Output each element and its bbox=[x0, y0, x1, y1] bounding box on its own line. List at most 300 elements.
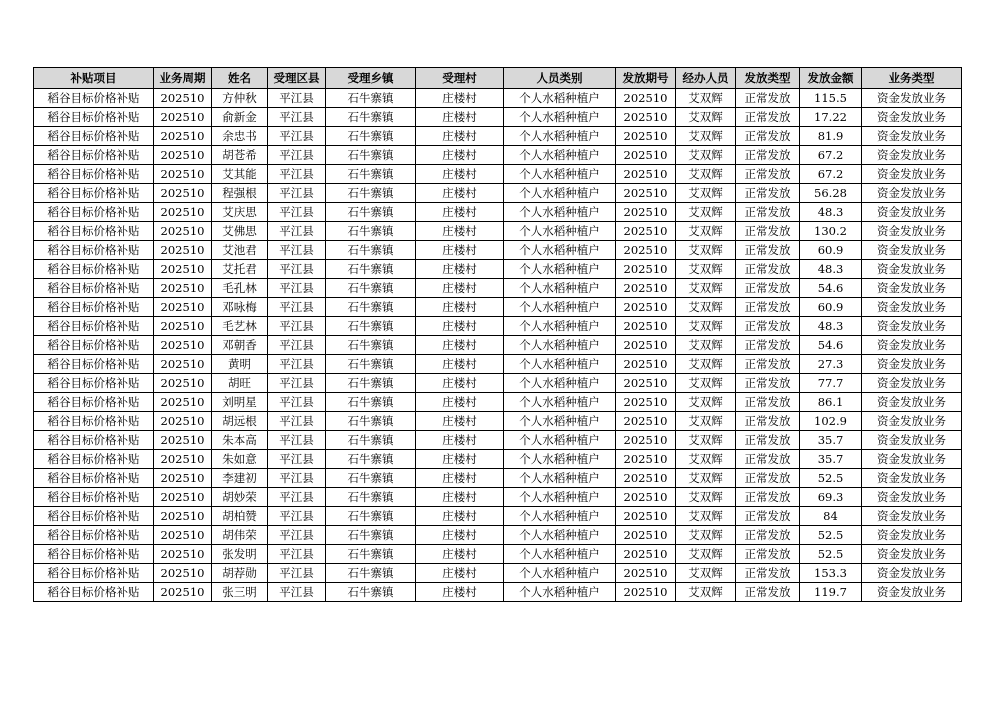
category-cell: 个人水稻种植户 bbox=[504, 260, 616, 279]
name-cell: 艾托君 bbox=[212, 260, 268, 279]
name-cell: 艾池君 bbox=[212, 241, 268, 260]
village-cell: 庄楼村 bbox=[416, 374, 504, 393]
biz-type-cell: 资金发放业务 bbox=[862, 89, 962, 108]
header-cell-category: 人员类别 bbox=[504, 68, 616, 89]
county-cell: 平江县 bbox=[268, 336, 326, 355]
pay-type-cell: 正常发放 bbox=[736, 184, 800, 203]
pay-type-cell: 正常发放 bbox=[736, 127, 800, 146]
amount-cell: 35.7 bbox=[800, 450, 862, 469]
handler-cell: 艾双辉 bbox=[676, 412, 736, 431]
handler-cell: 艾双辉 bbox=[676, 374, 736, 393]
pay-type-cell: 正常发放 bbox=[736, 203, 800, 222]
table-row bbox=[34, 336, 962, 355]
table-row bbox=[34, 431, 962, 450]
period-cell: 202510 bbox=[154, 526, 212, 545]
period-cell: 202510 bbox=[154, 279, 212, 298]
biz-type-cell: 资金发放业务 bbox=[862, 317, 962, 336]
category-cell: 个人水稻种植户 bbox=[504, 317, 616, 336]
header-cell-biz-type: 业务类型 bbox=[862, 68, 962, 89]
handler-cell: 艾双辉 bbox=[676, 165, 736, 184]
category-cell: 个人水稻种植户 bbox=[504, 507, 616, 526]
county-cell: 平江县 bbox=[268, 241, 326, 260]
village-cell: 庄楼村 bbox=[416, 298, 504, 317]
village-cell: 庄楼村 bbox=[416, 222, 504, 241]
issue-cell: 202510 bbox=[616, 127, 676, 146]
project-cell: 稻谷目标价格补贴 bbox=[34, 545, 154, 564]
pay-type-cell: 正常发放 bbox=[736, 393, 800, 412]
pay-type-cell: 正常发放 bbox=[736, 165, 800, 184]
town-cell: 石牛寨镇 bbox=[326, 431, 416, 450]
village-cell: 庄楼村 bbox=[416, 450, 504, 469]
issue-cell: 202510 bbox=[616, 374, 676, 393]
name-cell: 张发明 bbox=[212, 545, 268, 564]
village-cell: 庄楼村 bbox=[416, 127, 504, 146]
header-cell-issue: 发放期号 bbox=[616, 68, 676, 89]
handler-cell: 艾双辉 bbox=[676, 127, 736, 146]
county-cell: 平江县 bbox=[268, 564, 326, 583]
county-cell: 平江县 bbox=[268, 317, 326, 336]
category-cell: 个人水稻种植户 bbox=[504, 279, 616, 298]
county-cell: 平江县 bbox=[268, 431, 326, 450]
pay-type-cell: 正常发放 bbox=[736, 222, 800, 241]
pay-type-cell: 正常发放 bbox=[736, 526, 800, 545]
amount-cell: 60.9 bbox=[800, 298, 862, 317]
amount-cell: 86.1 bbox=[800, 393, 862, 412]
town-cell: 石牛寨镇 bbox=[326, 127, 416, 146]
handler-cell: 艾双辉 bbox=[676, 431, 736, 450]
table-row bbox=[34, 412, 962, 431]
county-cell: 平江县 bbox=[268, 165, 326, 184]
pay-type-cell: 正常发放 bbox=[736, 317, 800, 336]
town-cell: 石牛寨镇 bbox=[326, 393, 416, 412]
biz-type-cell: 资金发放业务 bbox=[862, 431, 962, 450]
town-cell: 石牛寨镇 bbox=[326, 412, 416, 431]
name-cell: 艾其能 bbox=[212, 165, 268, 184]
period-cell: 202510 bbox=[154, 564, 212, 583]
issue-cell: 202510 bbox=[616, 165, 676, 184]
project-cell: 稻谷目标价格补贴 bbox=[34, 146, 154, 165]
village-cell: 庄楼村 bbox=[416, 279, 504, 298]
table-row bbox=[34, 108, 962, 127]
table-row bbox=[34, 222, 962, 241]
table-row bbox=[34, 298, 962, 317]
county-cell: 平江县 bbox=[268, 203, 326, 222]
village-cell: 庄楼村 bbox=[416, 203, 504, 222]
period-cell: 202510 bbox=[154, 89, 212, 108]
table-row bbox=[34, 127, 962, 146]
category-cell: 个人水稻种植户 bbox=[504, 545, 616, 564]
project-cell: 稻谷目标价格补贴 bbox=[34, 526, 154, 545]
county-cell: 平江县 bbox=[268, 222, 326, 241]
town-cell: 石牛寨镇 bbox=[326, 507, 416, 526]
village-cell: 庄楼村 bbox=[416, 469, 504, 488]
handler-cell: 艾双辉 bbox=[676, 564, 736, 583]
header-cell-period: 业务周期 bbox=[154, 68, 212, 89]
name-cell: 胡旺 bbox=[212, 374, 268, 393]
village-cell: 庄楼村 bbox=[416, 108, 504, 127]
handler-cell: 艾双辉 bbox=[676, 336, 736, 355]
project-cell: 稻谷目标价格补贴 bbox=[34, 260, 154, 279]
handler-cell: 艾双辉 bbox=[676, 317, 736, 336]
issue-cell: 202510 bbox=[616, 412, 676, 431]
biz-type-cell: 资金发放业务 bbox=[862, 374, 962, 393]
amount-cell: 102.9 bbox=[800, 412, 862, 431]
issue-cell: 202510 bbox=[616, 545, 676, 564]
issue-cell: 202510 bbox=[616, 89, 676, 108]
table-row bbox=[34, 146, 962, 165]
issue-cell: 202510 bbox=[616, 222, 676, 241]
period-cell: 202510 bbox=[154, 583, 212, 602]
biz-type-cell: 资金发放业务 bbox=[862, 146, 962, 165]
category-cell: 个人水稻种植户 bbox=[504, 412, 616, 431]
period-cell: 202510 bbox=[154, 488, 212, 507]
project-cell: 稻谷目标价格补贴 bbox=[34, 355, 154, 374]
village-cell: 庄楼村 bbox=[416, 393, 504, 412]
pay-type-cell: 正常发放 bbox=[736, 431, 800, 450]
handler-cell: 艾双辉 bbox=[676, 260, 736, 279]
amount-cell: 130.2 bbox=[800, 222, 862, 241]
amount-cell: 115.5 bbox=[800, 89, 862, 108]
county-cell: 平江县 bbox=[268, 545, 326, 564]
project-cell: 稻谷目标价格补贴 bbox=[34, 184, 154, 203]
village-cell: 庄楼村 bbox=[416, 336, 504, 355]
village-cell: 庄楼村 bbox=[416, 488, 504, 507]
period-cell: 202510 bbox=[154, 336, 212, 355]
name-cell: 黄明 bbox=[212, 355, 268, 374]
issue-cell: 202510 bbox=[616, 203, 676, 222]
category-cell: 个人水稻种植户 bbox=[504, 393, 616, 412]
name-cell: 朱如意 bbox=[212, 450, 268, 469]
table-row bbox=[34, 165, 962, 184]
amount-cell: 48.3 bbox=[800, 260, 862, 279]
project-cell: 稻谷目标价格补贴 bbox=[34, 374, 154, 393]
project-cell: 稻谷目标价格补贴 bbox=[34, 317, 154, 336]
amount-cell: 81.9 bbox=[800, 127, 862, 146]
town-cell: 石牛寨镇 bbox=[326, 469, 416, 488]
period-cell: 202510 bbox=[154, 127, 212, 146]
name-cell: 李建初 bbox=[212, 469, 268, 488]
biz-type-cell: 资金发放业务 bbox=[862, 355, 962, 374]
header-cell-county: 受理区县 bbox=[268, 68, 326, 89]
pay-type-cell: 正常发放 bbox=[736, 488, 800, 507]
county-cell: 平江县 bbox=[268, 526, 326, 545]
name-cell: 艾庆思 bbox=[212, 203, 268, 222]
biz-type-cell: 资金发放业务 bbox=[862, 488, 962, 507]
project-cell: 稻谷目标价格补贴 bbox=[34, 583, 154, 602]
biz-type-cell: 资金发放业务 bbox=[862, 564, 962, 583]
county-cell: 平江县 bbox=[268, 507, 326, 526]
header-cell-town: 受理乡镇 bbox=[326, 68, 416, 89]
town-cell: 石牛寨镇 bbox=[326, 374, 416, 393]
biz-type-cell: 资金发放业务 bbox=[862, 393, 962, 412]
table-row bbox=[34, 184, 962, 203]
category-cell: 个人水稻种植户 bbox=[504, 146, 616, 165]
project-cell: 稻谷目标价格补贴 bbox=[34, 431, 154, 450]
table-row bbox=[34, 260, 962, 279]
period-cell: 202510 bbox=[154, 507, 212, 526]
category-cell: 个人水稻种植户 bbox=[504, 203, 616, 222]
amount-cell: 153.3 bbox=[800, 564, 862, 583]
pay-type-cell: 正常发放 bbox=[736, 89, 800, 108]
category-cell: 个人水稻种植户 bbox=[504, 355, 616, 374]
table-row bbox=[34, 317, 962, 336]
pay-type-cell: 正常发放 bbox=[736, 374, 800, 393]
pay-type-cell: 正常发放 bbox=[736, 146, 800, 165]
biz-type-cell: 资金发放业务 bbox=[862, 298, 962, 317]
village-cell: 庄楼村 bbox=[416, 241, 504, 260]
village-cell: 庄楼村 bbox=[416, 545, 504, 564]
period-cell: 202510 bbox=[154, 317, 212, 336]
name-cell: 胡荐勋 bbox=[212, 564, 268, 583]
name-cell: 艾佛思 bbox=[212, 222, 268, 241]
village-cell: 庄楼村 bbox=[416, 526, 504, 545]
table-row bbox=[34, 488, 962, 507]
header-cell-project: 补贴项目 bbox=[34, 68, 154, 89]
period-cell: 202510 bbox=[154, 260, 212, 279]
project-cell: 稻谷目标价格补贴 bbox=[34, 393, 154, 412]
biz-type-cell: 资金发放业务 bbox=[862, 507, 962, 526]
project-cell: 稻谷目标价格补贴 bbox=[34, 488, 154, 507]
town-cell: 石牛寨镇 bbox=[326, 317, 416, 336]
amount-cell: 69.3 bbox=[800, 488, 862, 507]
period-cell: 202510 bbox=[154, 146, 212, 165]
project-cell: 稻谷目标价格补贴 bbox=[34, 222, 154, 241]
amount-cell: 17.22 bbox=[800, 108, 862, 127]
amount-cell: 52.5 bbox=[800, 469, 862, 488]
category-cell: 个人水稻种植户 bbox=[504, 450, 616, 469]
table-row bbox=[34, 583, 962, 602]
table-row bbox=[34, 374, 962, 393]
pay-type-cell: 正常发放 bbox=[736, 279, 800, 298]
village-cell: 庄楼村 bbox=[416, 184, 504, 203]
amount-cell: 77.7 bbox=[800, 374, 862, 393]
table-row bbox=[34, 355, 962, 374]
village-cell: 庄楼村 bbox=[416, 564, 504, 583]
table-row bbox=[34, 450, 962, 469]
pay-type-cell: 正常发放 bbox=[736, 412, 800, 431]
handler-cell: 艾双辉 bbox=[676, 184, 736, 203]
category-cell: 个人水稻种植户 bbox=[504, 89, 616, 108]
issue-cell: 202510 bbox=[616, 431, 676, 450]
table-body bbox=[34, 89, 962, 602]
handler-cell: 艾双辉 bbox=[676, 545, 736, 564]
pay-type-cell: 正常发放 bbox=[736, 583, 800, 602]
handler-cell: 艾双辉 bbox=[676, 355, 736, 374]
amount-cell: 54.6 bbox=[800, 279, 862, 298]
issue-cell: 202510 bbox=[616, 298, 676, 317]
issue-cell: 202510 bbox=[616, 355, 676, 374]
issue-cell: 202510 bbox=[616, 469, 676, 488]
name-cell: 毛孔林 bbox=[212, 279, 268, 298]
name-cell: 胡伟荣 bbox=[212, 526, 268, 545]
issue-cell: 202510 bbox=[616, 184, 676, 203]
county-cell: 平江县 bbox=[268, 469, 326, 488]
handler-cell: 艾双辉 bbox=[676, 488, 736, 507]
category-cell: 个人水稻种植户 bbox=[504, 127, 616, 146]
issue-cell: 202510 bbox=[616, 526, 676, 545]
town-cell: 石牛寨镇 bbox=[326, 165, 416, 184]
issue-cell: 202510 bbox=[616, 146, 676, 165]
name-cell: 胡妙荣 bbox=[212, 488, 268, 507]
handler-cell: 艾双辉 bbox=[676, 298, 736, 317]
village-cell: 庄楼村 bbox=[416, 583, 504, 602]
name-cell: 俞新金 bbox=[212, 108, 268, 127]
table-row bbox=[34, 279, 962, 298]
village-cell: 庄楼村 bbox=[416, 260, 504, 279]
biz-type-cell: 资金发放业务 bbox=[862, 222, 962, 241]
handler-cell: 艾双辉 bbox=[676, 146, 736, 165]
pay-type-cell: 正常发放 bbox=[736, 450, 800, 469]
issue-cell: 202510 bbox=[616, 564, 676, 583]
biz-type-cell: 资金发放业务 bbox=[862, 545, 962, 564]
issue-cell: 202510 bbox=[616, 279, 676, 298]
category-cell: 个人水稻种植户 bbox=[504, 564, 616, 583]
period-cell: 202510 bbox=[154, 184, 212, 203]
biz-type-cell: 资金发放业务 bbox=[862, 260, 962, 279]
period-cell: 202510 bbox=[154, 431, 212, 450]
handler-cell: 艾双辉 bbox=[676, 507, 736, 526]
category-cell: 个人水稻种植户 bbox=[504, 165, 616, 184]
issue-cell: 202510 bbox=[616, 450, 676, 469]
town-cell: 石牛寨镇 bbox=[326, 526, 416, 545]
project-cell: 稻谷目标价格补贴 bbox=[34, 336, 154, 355]
pay-type-cell: 正常发放 bbox=[736, 260, 800, 279]
biz-type-cell: 资金发放业务 bbox=[862, 241, 962, 260]
amount-cell: 84 bbox=[800, 507, 862, 526]
project-cell: 稻谷目标价格补贴 bbox=[34, 450, 154, 469]
pay-type-cell: 正常发放 bbox=[736, 355, 800, 374]
project-cell: 稻谷目标价格补贴 bbox=[34, 412, 154, 431]
table-row bbox=[34, 545, 962, 564]
town-cell: 石牛寨镇 bbox=[326, 108, 416, 127]
amount-cell: 56.28 bbox=[800, 184, 862, 203]
handler-cell: 艾双辉 bbox=[676, 450, 736, 469]
table-row bbox=[34, 526, 962, 545]
pay-type-cell: 正常发放 bbox=[736, 545, 800, 564]
table-row bbox=[34, 469, 962, 488]
amount-cell: 67.2 bbox=[800, 146, 862, 165]
table-row bbox=[34, 393, 962, 412]
handler-cell: 艾双辉 bbox=[676, 203, 736, 222]
project-cell: 稻谷目标价格补贴 bbox=[34, 564, 154, 583]
header-cell-village: 受理村 bbox=[416, 68, 504, 89]
amount-cell: 35.7 bbox=[800, 431, 862, 450]
name-cell: 方仲秋 bbox=[212, 89, 268, 108]
biz-type-cell: 资金发放业务 bbox=[862, 108, 962, 127]
county-cell: 平江县 bbox=[268, 355, 326, 374]
county-cell: 平江县 bbox=[268, 279, 326, 298]
town-cell: 石牛寨镇 bbox=[326, 184, 416, 203]
biz-type-cell: 资金发放业务 bbox=[862, 165, 962, 184]
pay-type-cell: 正常发放 bbox=[736, 241, 800, 260]
county-cell: 平江县 bbox=[268, 450, 326, 469]
biz-type-cell: 资金发放业务 bbox=[862, 526, 962, 545]
period-cell: 202510 bbox=[154, 393, 212, 412]
category-cell: 个人水稻种植户 bbox=[504, 222, 616, 241]
issue-cell: 202510 bbox=[616, 336, 676, 355]
issue-cell: 202510 bbox=[616, 393, 676, 412]
county-cell: 平江县 bbox=[268, 89, 326, 108]
town-cell: 石牛寨镇 bbox=[326, 146, 416, 165]
period-cell: 202510 bbox=[154, 469, 212, 488]
pay-type-cell: 正常发放 bbox=[736, 298, 800, 317]
town-cell: 石牛寨镇 bbox=[326, 355, 416, 374]
category-cell: 个人水稻种植户 bbox=[504, 108, 616, 127]
handler-cell: 艾双辉 bbox=[676, 393, 736, 412]
issue-cell: 202510 bbox=[616, 317, 676, 336]
handler-cell: 艾双辉 bbox=[676, 526, 736, 545]
table-row bbox=[34, 241, 962, 260]
biz-type-cell: 资金发放业务 bbox=[862, 469, 962, 488]
issue-cell: 202510 bbox=[616, 507, 676, 526]
category-cell: 个人水稻种植户 bbox=[504, 488, 616, 507]
village-cell: 庄楼村 bbox=[416, 89, 504, 108]
period-cell: 202510 bbox=[154, 545, 212, 564]
period-cell: 202510 bbox=[154, 450, 212, 469]
town-cell: 石牛寨镇 bbox=[326, 583, 416, 602]
period-cell: 202510 bbox=[154, 222, 212, 241]
category-cell: 个人水稻种植户 bbox=[504, 298, 616, 317]
biz-type-cell: 资金发放业务 bbox=[862, 279, 962, 298]
project-cell: 稻谷目标价格补贴 bbox=[34, 165, 154, 184]
name-cell: 邓朝香 bbox=[212, 336, 268, 355]
period-cell: 202510 bbox=[154, 374, 212, 393]
spreadsheet-sheet bbox=[33, 67, 962, 602]
name-cell: 张三明 bbox=[212, 583, 268, 602]
pay-type-cell: 正常发放 bbox=[736, 336, 800, 355]
project-cell: 稻谷目标价格补贴 bbox=[34, 298, 154, 317]
county-cell: 平江县 bbox=[268, 583, 326, 602]
project-cell: 稻谷目标价格补贴 bbox=[34, 469, 154, 488]
handler-cell: 艾双辉 bbox=[676, 583, 736, 602]
category-cell: 个人水稻种植户 bbox=[504, 469, 616, 488]
category-cell: 个人水稻种植户 bbox=[504, 336, 616, 355]
county-cell: 平江县 bbox=[268, 412, 326, 431]
project-cell: 稻谷目标价格补贴 bbox=[34, 127, 154, 146]
issue-cell: 202510 bbox=[616, 241, 676, 260]
issue-cell: 202510 bbox=[616, 583, 676, 602]
pay-type-cell: 正常发放 bbox=[736, 108, 800, 127]
category-cell: 个人水稻种植户 bbox=[504, 583, 616, 602]
name-cell: 胡苍希 bbox=[212, 146, 268, 165]
biz-type-cell: 资金发放业务 bbox=[862, 583, 962, 602]
village-cell: 庄楼村 bbox=[416, 507, 504, 526]
amount-cell: 48.3 bbox=[800, 203, 862, 222]
header-cell-name: 姓名 bbox=[212, 68, 268, 89]
town-cell: 石牛寨镇 bbox=[326, 203, 416, 222]
biz-type-cell: 资金发放业务 bbox=[862, 412, 962, 431]
county-cell: 平江县 bbox=[268, 298, 326, 317]
town-cell: 石牛寨镇 bbox=[326, 241, 416, 260]
category-cell: 个人水稻种植户 bbox=[504, 526, 616, 545]
project-cell: 稻谷目标价格补贴 bbox=[34, 89, 154, 108]
handler-cell: 艾双辉 bbox=[676, 108, 736, 127]
county-cell: 平江县 bbox=[268, 374, 326, 393]
town-cell: 石牛寨镇 bbox=[326, 545, 416, 564]
name-cell: 刘明星 bbox=[212, 393, 268, 412]
town-cell: 石牛寨镇 bbox=[326, 488, 416, 507]
category-cell: 个人水稻种植户 bbox=[504, 431, 616, 450]
name-cell: 程强根 bbox=[212, 184, 268, 203]
period-cell: 202510 bbox=[154, 108, 212, 127]
biz-type-cell: 资金发放业务 bbox=[862, 450, 962, 469]
issue-cell: 202510 bbox=[616, 108, 676, 127]
category-cell: 个人水稻种植户 bbox=[504, 184, 616, 203]
town-cell: 石牛寨镇 bbox=[326, 336, 416, 355]
name-cell: 余忠书 bbox=[212, 127, 268, 146]
handler-cell: 艾双辉 bbox=[676, 89, 736, 108]
amount-cell: 48.3 bbox=[800, 317, 862, 336]
